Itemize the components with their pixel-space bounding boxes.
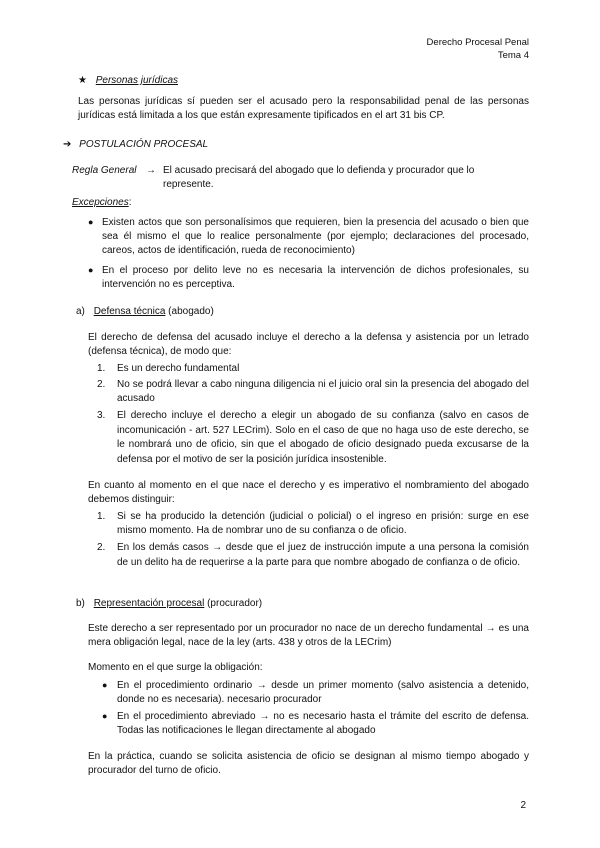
list-number: 2. bbox=[97, 379, 106, 390]
header-topic: Tema 4 bbox=[497, 50, 529, 61]
momento-intro: En cuanto al momento en el que nace el derecho y es imperativo el nombramiento del abogado debemos distinguir: bbox=[88, 480, 529, 505]
regla-general-label: Regla General bbox=[72, 165, 137, 176]
momento-item: En los demás casos → desde que el juez de instrucción impute a una persona la comisión de un delito ha de requerirse a la parte para que nombre abogado de confianza o de oficio. bbox=[117, 542, 529, 568]
representacion-title: Representación procesal bbox=[93, 598, 205, 609]
page-header bbox=[427, 36, 529, 62]
personas-text: Las personas jurídicas sí pueden ser el acusado pero la responsabilidad penal de las personas jurídicas está limitada a los que están expresamente tipificados en el art 31 bis CP. bbox=[78, 96, 529, 121]
defensa-title: Defensa técnica bbox=[93, 306, 166, 317]
list-number: 2. bbox=[97, 542, 106, 553]
bullet-icon: ● bbox=[88, 265, 94, 275]
bullet-icon: ● bbox=[102, 680, 108, 690]
representacion-intro: Este derecho a ser representado por un procurador no nace de un derecho fundamental → es una mera obligación legal, nace de la ley (arts. 438 y otros de la LECrim) bbox=[88, 623, 529, 648]
header-course: Derecho Procesal Penal bbox=[426, 37, 529, 48]
list-number: 1. bbox=[97, 363, 106, 374]
defensa-marker: a) bbox=[76, 306, 85, 317]
star-icon: ★ bbox=[78, 75, 87, 86]
defensa-item: No se podrá llevar a cabo ninguna diligencia ni el juicio oral sin la presencia del abogado del acusado bbox=[117, 379, 529, 404]
list-number: 3. bbox=[97, 410, 106, 421]
excepcion-item: Existen actos que son personalísimos que requieren, bien la presencia del acusado o bien que sea él mismo el que lo realice personalmente (por ejemplo; declaraciones del procesado, careos, actos de identificación, rueda de reconocimiento) bbox=[102, 217, 529, 256]
representacion-item: En el procedimiento abreviado → no es necesario hasta el trámite del escrito de defensa. Todas las notificaciones le llegan directamente al abogado bbox=[117, 711, 529, 736]
arrow-right-icon: ➔ bbox=[63, 139, 72, 150]
bullet-icon: ● bbox=[102, 711, 108, 721]
regla-general-text: El acusado precisará del abogado que lo defienda y procurador que lo represente. bbox=[163, 165, 475, 190]
representacion-closing: En la práctica, cuando se solicita asistencia de oficio se designan al mismo tiempo abogado y procurador del turno de oficio. bbox=[88, 751, 529, 776]
defensa-item: Es un derecho fundamental bbox=[117, 363, 240, 374]
representacion-item: En el procedimiento ordinario → desde un primer momento (salvo asistencia a detenido, donde no es necesaria). necesario procurador bbox=[117, 680, 529, 705]
excepciones-label-wrap bbox=[72, 196, 131, 210]
representacion-momento-label: Momento en el que surge la obligación: bbox=[88, 662, 263, 673]
personas-title: Personas jurídicas bbox=[95, 75, 179, 86]
excepciones-label: Excepciones bbox=[72, 197, 129, 208]
representacion-marker: b) bbox=[76, 598, 85, 609]
representacion-heading bbox=[76, 597, 262, 611]
postulacion-heading bbox=[63, 138, 208, 152]
defensa-item: El derecho incluye el derecho a elegir un abogado de su confianza (salvo en casos de incomunicación - art. 527 LECrim). Solo en el caso de que no haga uso de este derecho, se le nombrará uno de oficio, sin que el abogado de oficio designado pueda excusarse de la defensa por el motivo de ser la posición jurídica insostenible. bbox=[117, 410, 529, 465]
excepcion-item: En el proceso por delito leve no es necesaria la intervención de dichos profesionales, su intervención no es perceptiva. bbox=[102, 265, 529, 290]
postulacion-title: POSTULACIÓN PROCESAL bbox=[79, 139, 209, 150]
momento-item: Si se ha producido la detención (judicial o policial) o el ingreso en prisión: surge en ese mismo momento. Ha de nombrar uno de su confianza o de oficio. bbox=[117, 511, 529, 536]
list-number: 1. bbox=[97, 511, 106, 522]
personas-heading bbox=[78, 74, 178, 88]
bullet-icon: ● bbox=[88, 217, 94, 227]
representacion-title-suffix: (procurador) bbox=[204, 598, 263, 609]
regla-arrow-icon: → bbox=[146, 165, 156, 176]
defensa-intro: El derecho de defensa del acusado incluye el derecho a la defensa y asistencia por un letrado (defensa técnica), de modo que: bbox=[88, 332, 529, 357]
defensa-heading bbox=[76, 305, 214, 319]
page-number: 2 bbox=[520, 800, 526, 811]
excepciones-colon: : bbox=[128, 197, 132, 208]
defensa-title-suffix: (abogado) bbox=[165, 306, 214, 317]
